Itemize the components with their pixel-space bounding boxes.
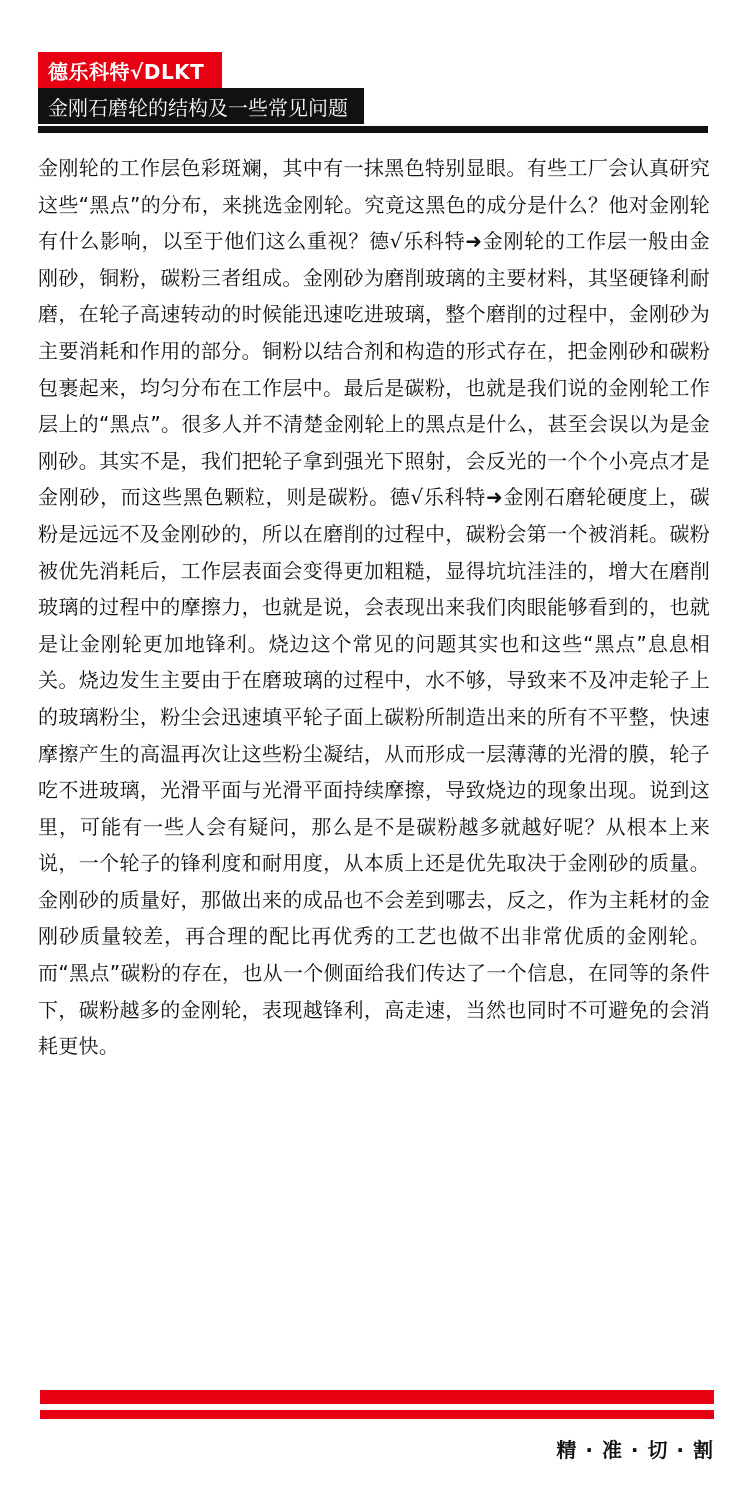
article-body: 金刚轮的工作层色彩斑斓，其中有一抹黑色特别显眼。有些工厂会认真研究这些“黑点”的分布，来挑选金刚轮。究竟这黑色的成分是什么？他对金刚轮有什么影响，以至于他们这么重视？德√乐科特➜金刚轮的工作层一般由金刚砂，铜粉，碳粉三者组成。金刚砂为磨削玻璃的主要材料，其坚硬锋利耐磨，在轮子高速转动的时候能迅速吃进玻璃，整个磨削的过程中，金刚砂为主要消耗和作用的部分。铜粉以结合剂和构造的形式存在，把金刚砂和碳粉包裹起来，均匀分布在工作层中。最后是碳粉，也就是我们说的金刚轮工作层上的“黑点”。很多人并不清楚金刚轮上的黑点是什么，甚至会误以为是金刚砂。其实不是，我们把轮子拿到强光下照射，会反光的一个个小亮点才是金刚砂，而这些黑色颗粒，则是碳粉。德√乐科特➜金刚石磨轮硬度上，碳粉是远远不及金刚砂的，所以在磨削的过程中，碳粉会第一个被消耗。碳粉被优先消耗后，工作层表面会变得更加粗糙，显得坑坑洼洼的，增大在磨削玻璃的过程中的摩擦力，也就是说，会表现出来我们肉眼能够看到的，也就是让金刚轮更加地锋利。烧边这个常见的问题其实也和这些“黑点”息息相关。烧边发生主要由于在磨玻璃的过程中，水不够，导致来不及冲走轮子上的玻璃粉尘，粉尘会迅速填平轮子面上碳粉所制造出来的所有不平整，快速摩擦产生的高温再次让这些粉尘凝结，从而形成一层薄薄的光滑的膜，轮子吃不进玻璃，光滑平面与光滑平面持续摩擦，导致烧边的现象出现。说到这里，可能有一些人会有疑问，那么是不是碳粉越多就越好呢？从根本上来说，一个轮子的锋利度和耐用度，从本质上还是优先取决于金刚砂的质量。金刚砂的质量好，那做出来的成品也不会差到哪去，反之，作为主耗材的金刚砂质量较差，再合理的配比再优秀的工艺也做不出非常优质的金刚轮。而“黑点”碳粉的存在，也从一个侧面给我们传达了一个信息，在同等的条件下，碳粉越多的金刚轮，表现越锋利，高走速，当然也同时不可避免的会消耗更快。 bbox=[38, 156, 710, 1059]
footer-red-bar-top bbox=[40, 1390, 714, 1404]
footer-red-bar-bottom bbox=[40, 1410, 714, 1419]
brand-tag bbox=[38, 52, 222, 88]
footer-slogan: 精 · 准 · 切 · 割 bbox=[556, 1438, 714, 1462]
title-divider bbox=[38, 126, 708, 133]
title-bar bbox=[38, 88, 364, 124]
brand-label: 德乐科特√DLKT bbox=[48, 59, 205, 84]
page-title: 金刚石磨轮的结构及一些常见问题 bbox=[48, 95, 348, 120]
